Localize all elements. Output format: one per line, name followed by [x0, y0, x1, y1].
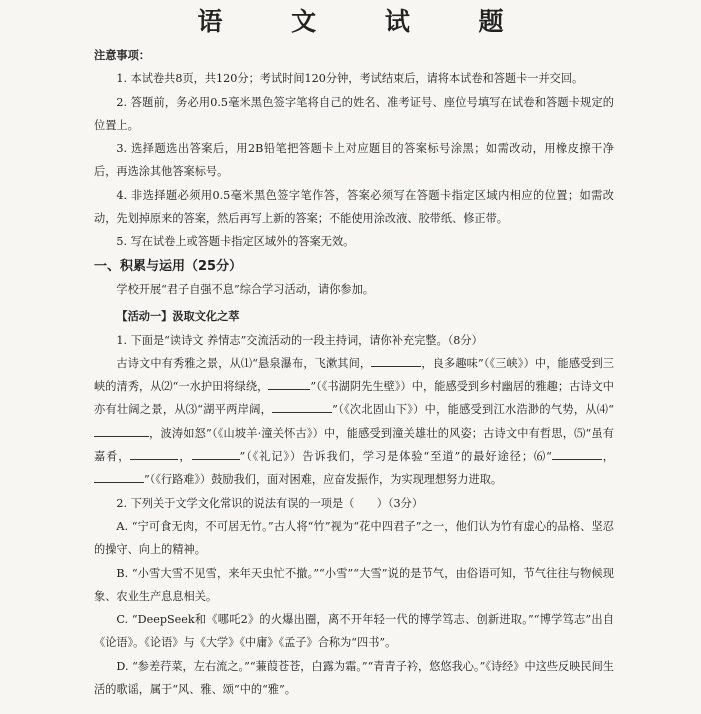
answer-blank-3[interactable] — [272, 400, 332, 413]
answer-blank-6a[interactable] — [552, 447, 602, 460]
question-1-stem: 1. 下面是“读诗文 养情志”交流活动的一段主持词，请你补充完整。（8分） — [116, 333, 483, 347]
activity-heading: 【活动一】汲取文化之萃 — [116, 309, 240, 324]
option-d: D. “参差荇菜，左右流之。”“蒹葭苍苍，白露为霜。”“青青子衿，悠悠我心。”《诗经》中这些反映民间生活的歌谣，属于“风、雅、颂”中的“雅”。 — [94, 659, 614, 697]
answer-blank-4[interactable] — [94, 424, 149, 437]
q1-text-1: 古诗文中有秀雅之景，从⑴“悬泉瀑布，飞漱其间， — [116, 356, 372, 370]
question-2-stem: 2. 下列关于文学文化常识的说法有误的一项是（ ）（3分） — [116, 496, 424, 510]
answer-blank-5b[interactable] — [192, 447, 240, 460]
notice-3: 3. 选择题选出答案后，用2B铅笔把答题卡上对应题目的答案标号涂黑；如需改动，用橡皮擦干净后，再选涂其他答案标号。 — [94, 142, 614, 179]
q1-text-6: ， — [178, 450, 192, 464]
notice-1: 1. 本试卷共8页，共120分；考试时间120分钟，考试结束后，请将本试卷和答题卡一并交回。 — [116, 72, 584, 86]
q1-text-7: ”（《礼记》）告诉我们，学习是体验“至道”的最好途径；⑹“ — [239, 450, 552, 464]
option-c: C. “DeepSeek和《哪吒2》的火爆出圈，离不开年轻一代的博学笃志、创新进取。”“博学笃志”出自《论语》。《论语》与《大学》《中庸》《孟子》合称为“四书”。 — [94, 613, 614, 650]
answer-blank-2[interactable] — [268, 377, 310, 390]
q1-text-2: ，良多趣味”（《三峡》）中，能感受到三峡的清秀，从⑵“一水护田将绿绕， — [94, 356, 614, 394]
notice-title: 注意事项： — [94, 48, 150, 62]
q1-text-3: ”（《书湖阴先生壁》）中，能感受到乡村幽居的雅趣；古诗文中亦有壮阔之景，从⑶“湖平两岸阔， — [94, 380, 614, 417]
section-heading: 一、积累与运用（25分） — [94, 258, 243, 274]
option-a: A. “宁可食无肉，不可居无竹。”古人将“竹”视为“花中四君子”之一，他们认为竹有虚心的品格、坚忍的操守、向上的精神。 — [94, 519, 614, 557]
option-b: B. “小雪大雪不见雪，来年天虫忙不撤。”“小雪”“大雪”说的是节气，由俗语可知，节气往往与物候现象、农业生产息息相关。 — [94, 566, 614, 603]
q1-text-8: ， — [601, 450, 614, 464]
notice-4: 4. 非选择题必须用0.5毫米黑色签字笔作答，答案必须写在答题卡指定区域内相应的位置；如需改动，先划掉原来的答案，然后再写上新的答案；不能使用涂改液、胶带纸、修正带。 — [94, 188, 614, 226]
q1-text-5: ，波涛如怒”（《山坡羊·潼关怀古》）中，能感受到潼关雄壮的风姿；古诗文中有哲思，⑸“虽有嘉肴， — [94, 426, 614, 464]
notice-2: 2. 答题前，务必用0.5毫米黑色签字笔将自己的姓名、准考证号、座位号填写在试卷和答题卡规定的位置上。 — [94, 95, 614, 132]
answer-blank-5a[interactable] — [130, 447, 178, 460]
answer-blank-6b[interactable] — [94, 470, 144, 483]
section-intro: 学校开展“君子自强不息”综合学习活动，请你参加。 — [116, 282, 374, 296]
notice-5: 5. 写在试卷上或答题卡指定区域外的答案无效。 — [116, 235, 355, 249]
q1-text-9: ”（《行路难》）鼓励我们，面对困难，应奋发振作，为实现理想努力进取。 — [144, 473, 503, 487]
exam-content — [94, 44, 614, 701]
q1-text-4: ”（《次北固山下》）中，能感受到江水浩渺的气势，从⑷“ — [332, 403, 614, 417]
answer-blank-1[interactable] — [371, 354, 421, 367]
question-1-passage — [94, 352, 614, 492]
page-title: 语 文 试 题 — [197, 7, 534, 36]
